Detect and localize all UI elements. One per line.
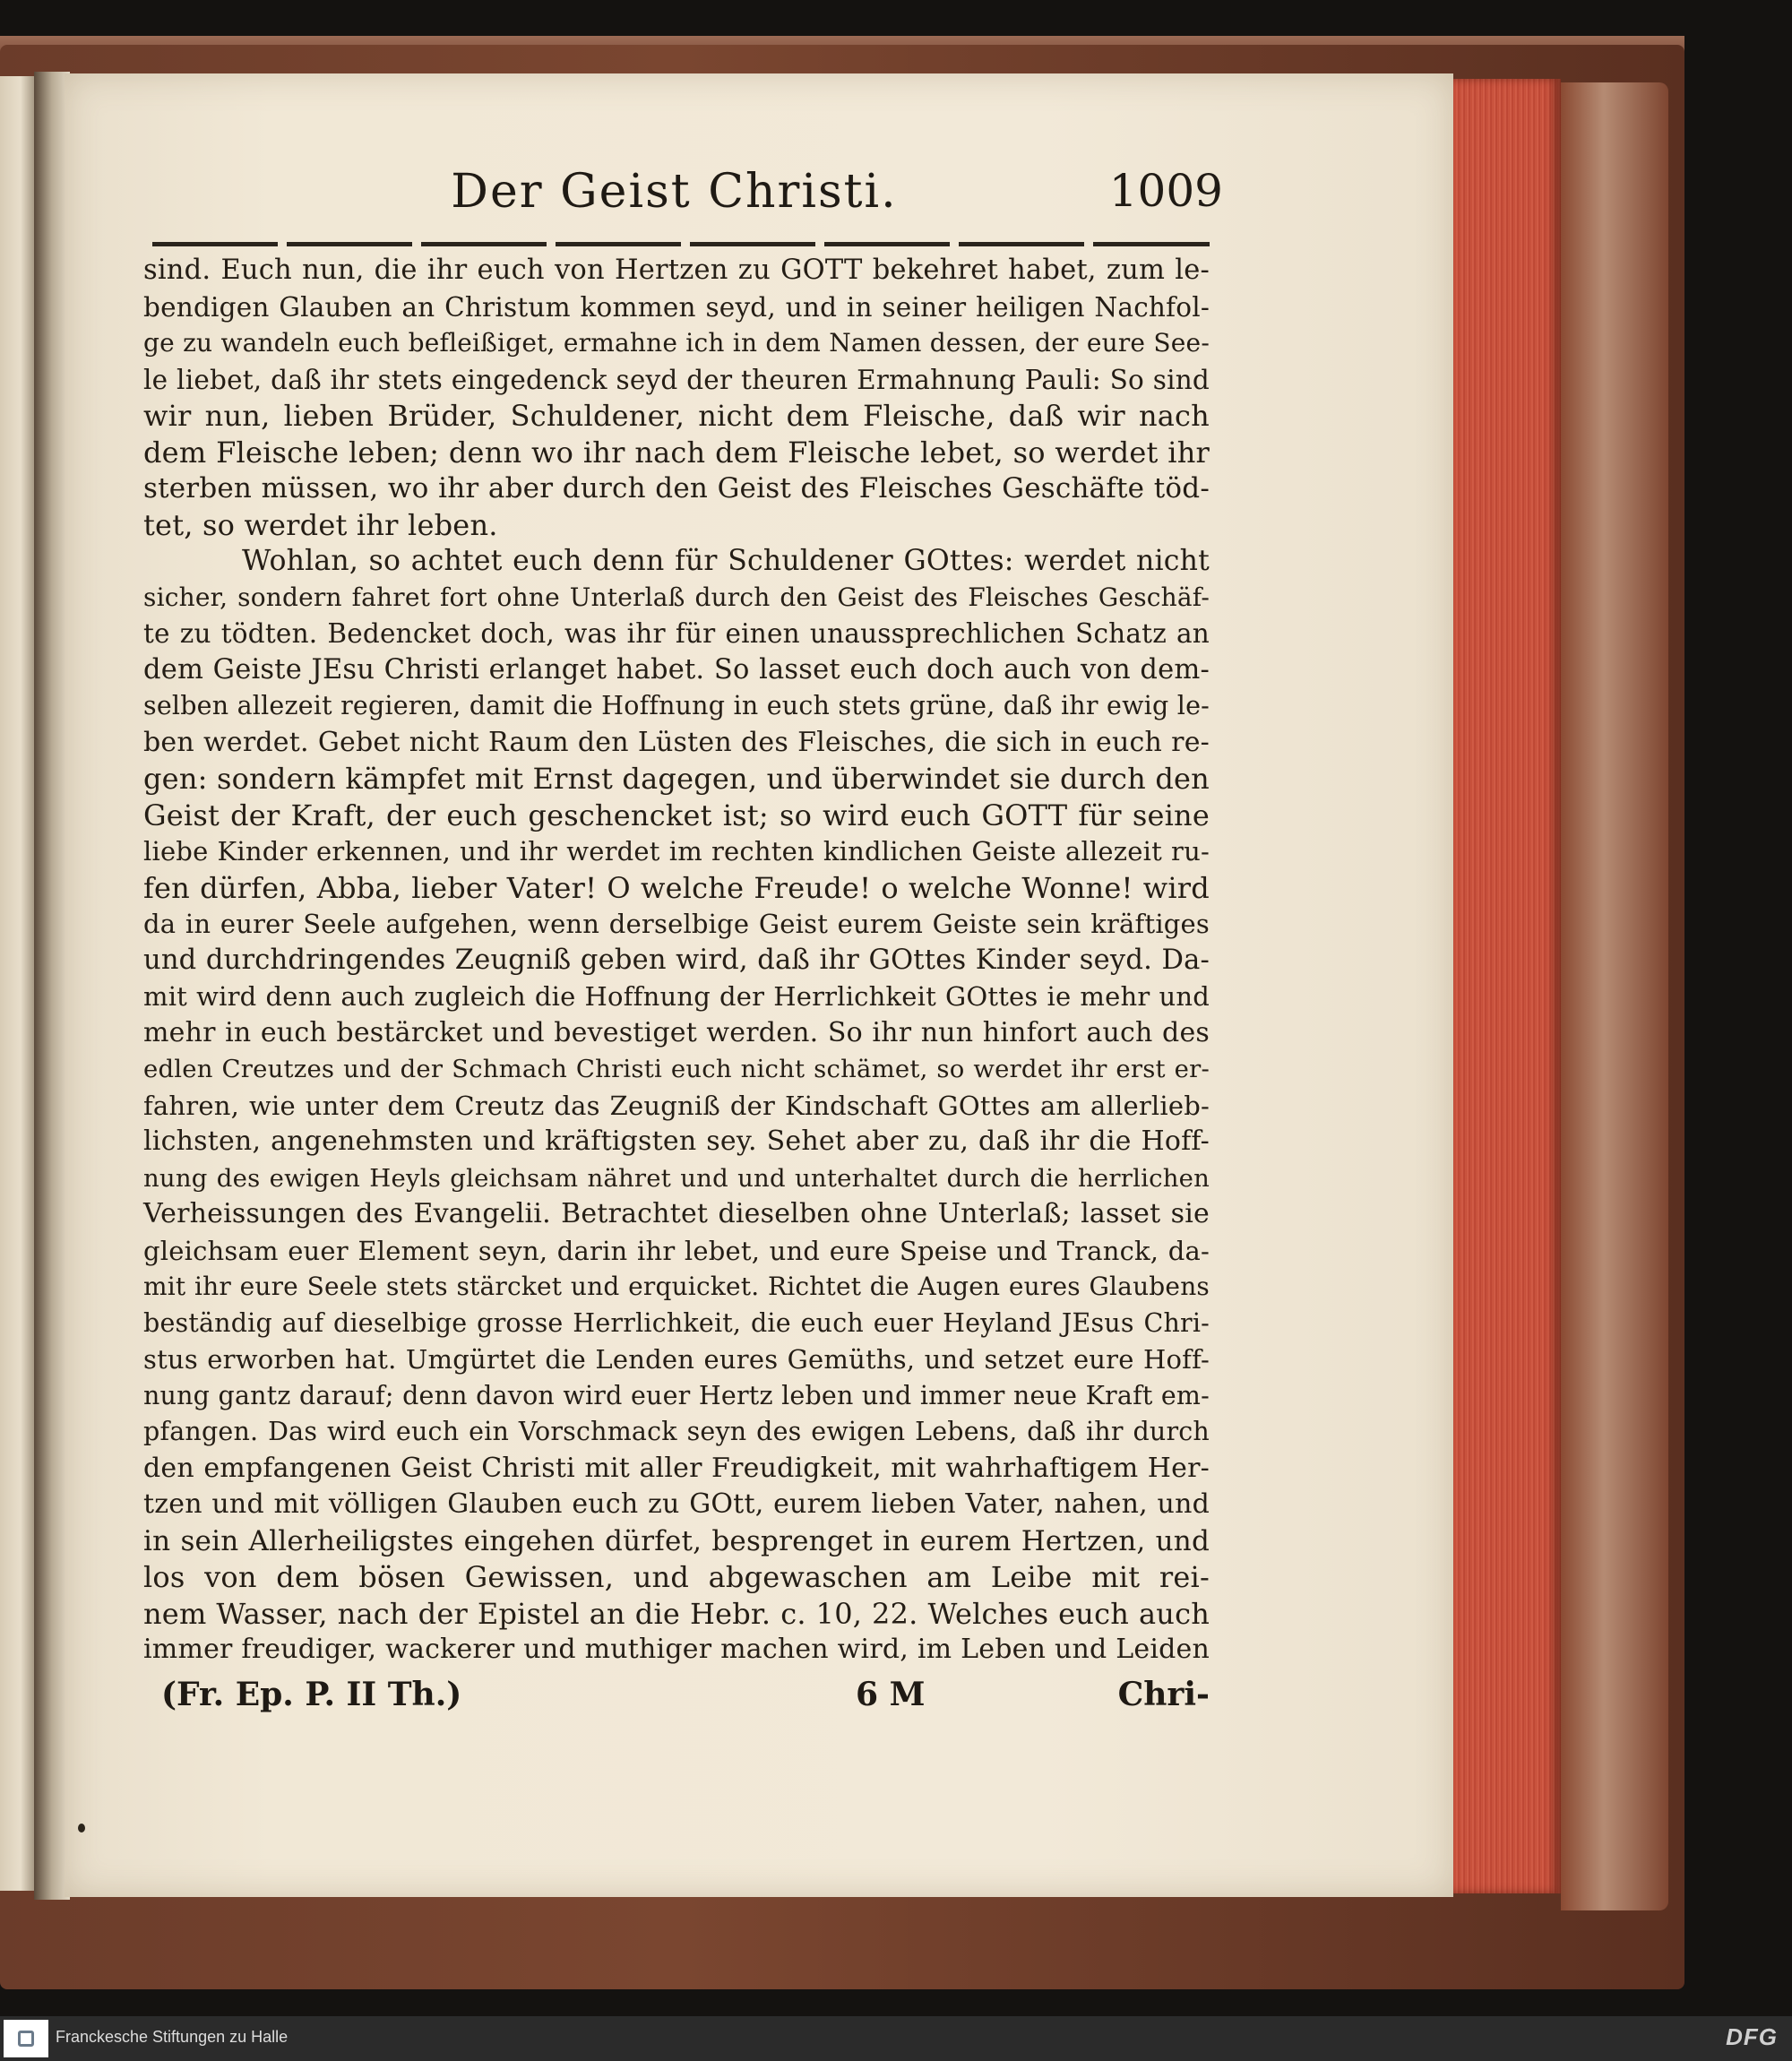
text-line: Geist der Kraft, der euch geschencket ist; so wird euch GOTT für seine (143, 798, 1210, 832)
book-board-right (1561, 82, 1668, 1910)
text-line: te zu tödten. Bedencket doch, was ihr für einen unaussprechlichen Schatz an (143, 618, 1210, 649)
text-line: edlen Creutzes und der Schmach Christi euch nicht schämet, so werdet ihr erst er- (143, 1055, 1210, 1083)
text-line: tet, so werdet ihr leben. (143, 507, 498, 542)
text-line: fen dürfen, Abba, lieber Vater! O welche Freude! o welche Wonne! wird (143, 870, 1210, 905)
text-line: Wohlan, so achtet euch denn für Schuldener GOttes: werdet nicht (242, 545, 1210, 577)
text-line: Verheissungen des Evangelii. Betrachtet dieselben ohne Unterlaß; lasset sie (143, 1198, 1210, 1229)
text-line: sind. Euch nun, die ihr euch von Hertzen zu GOTT bekehret habet, zum le- (143, 254, 1210, 286)
text-line: da in eurer Seele aufgehen, wenn derselbige Geist eurem Geiste sein kräftiges (143, 909, 1210, 939)
text-line: nem Wasser, nach der Epistel an die Hebr. c. 10, 22. Welches euch auch (143, 1596, 1210, 1631)
text-line: lichsten, angenehmsten und kräftigsten sey. Sehet aber zu, daß ihr die Hoff- (143, 1125, 1210, 1157)
viewer-footer-bar (0, 2016, 1792, 2061)
head-rule (152, 242, 1210, 246)
text-line: bendigen Glauben an Christum kommen seyd, und in seiner heiligen Nachfol- (143, 291, 1210, 323)
logo-mark (18, 2031, 34, 2047)
catchword: Chri- (1117, 1676, 1210, 1713)
dfg-logo[interactable]: DFG (1726, 2023, 1778, 2050)
text-line: liebe Kinder erkennen, und ihr werdet im rechten kindlichen Geiste allezeit ru- (143, 836, 1210, 867)
provider-name[interactable]: Franckesche Stiftungen zu Halle (56, 2028, 289, 2046)
body-text (143, 253, 1210, 1669)
text-line: mit ihr eure Seele stets stärcket und erquicket. Richtet die Augen eures Glaubens (143, 1272, 1210, 1301)
left-page-strip (0, 76, 34, 1891)
text-line: los von dem bösen Gewissen, und abgewaschen am Leibe mit rei- (143, 1560, 1210, 1594)
text-line: tzen und mit völligen Glauben euch zu GOtt, eurem lieben Vater, nahen, und (143, 1488, 1210, 1520)
text-line: pfangen. Das wird euch ein Vorschmack seyn des ewigen Lebens, daß ihr durch (143, 1417, 1210, 1446)
running-head (125, 151, 1223, 231)
page-footer (161, 1676, 1210, 1720)
francke-foundation-logo-icon[interactable] (4, 2020, 48, 2057)
text-line: gleichsam euer Element seyn, darin ihr lebet, und eure Speise und Tranck, da- (143, 1235, 1210, 1266)
text-line: den empfangenen Geist Christi mit aller Freudigkeit, mit wahrhaftigem Her- (143, 1452, 1210, 1484)
text-line: nung gantz darauf; denn davon wird euer Hertz leben und immer neue Kraft em- (143, 1380, 1210, 1410)
text-line: in sein Allerheiligstes eingehen dürfet, besprenget in eurem Hertzen, und (143, 1524, 1210, 1557)
text-line: beständig auf dieselbige grosse Herrlichkeit, die euch euer Heyland JEsus Chri- (143, 1307, 1210, 1338)
running-head-title: Der Geist Christi. (451, 165, 898, 219)
text-line: le liebet, daß ihr stets eingedenck seyd der theuren Ermahnung Pauli: So sind (143, 364, 1210, 395)
text-line: ge zu wandeln euch befleißiget, ermahne ich in dem Namen dessen, der eure See- (143, 328, 1210, 358)
text-line: sterben müssen, wo ihr aber durch den Geist des Fleisches Geschäfte töd- (143, 472, 1210, 504)
text-line: und durchdringendes Zeugniß geben wird, daß ihr GOttes Kinder seyd. Da- (143, 944, 1210, 976)
text-line: dem Geiste JEsu Christi erlanget habet. So lasset euch doch auch von dem- (143, 653, 1210, 686)
text-line: mit wird denn auch zugleich die Hoffnung der Herrlichkeit GOttes ie mehr und (143, 981, 1210, 1012)
page-number: 1009 (1108, 165, 1223, 217)
gathering-signature: 6 M (856, 1676, 926, 1713)
text-line: wir nun, lieben Brüder, Schuldener, nicht dem Fleische, daß wir nach (143, 399, 1210, 433)
text-line: mehr in euch bestärcket und bevestiget werden. So ihr nun hinfort auch des (143, 1016, 1210, 1048)
text-line: fahren, wie unter dem Creutz das Zeugniß der Kindschaft GOttes am allerlieb- (143, 1090, 1210, 1121)
signature-note: (Fr. Ep. P. II Th.) (161, 1676, 462, 1713)
text-line: dem Fleische leben; denn wo ihr nach dem Fleische lebet, so werdet ihr (143, 435, 1210, 470)
page-edges-red (1444, 79, 1561, 1893)
text-line: ben werdet. Gebet nicht Raum den Lüsten des Fleisches, die sich in euch re- (143, 726, 1210, 758)
text-line: selben allezeit regieren, damit die Hoffnung in euch stets grüne, daß ihr ewig le- (143, 691, 1210, 720)
text-line: stus erworben hat. Umgürtet die Lenden eures Gemüths, und setzet eure Hoff- (143, 1344, 1210, 1375)
text-line: gen: sondern kämpfet mit Ernst dagegen, und überwindet sie durch den (143, 762, 1210, 796)
text-line: sicher, sondern fahret fort ohne Unterlaß durch den Geist des Fleisches Geschäf- (143, 582, 1210, 612)
text-line: immer freudiger, wackerer und muthiger machen wird, im Leben und Leiden (143, 1634, 1210, 1665)
text-line: nung des ewigen Heyls gleichsam nähret und und unterhaltet durch die herrlichen (143, 1163, 1210, 1193)
ink-spot (78, 1824, 85, 1832)
